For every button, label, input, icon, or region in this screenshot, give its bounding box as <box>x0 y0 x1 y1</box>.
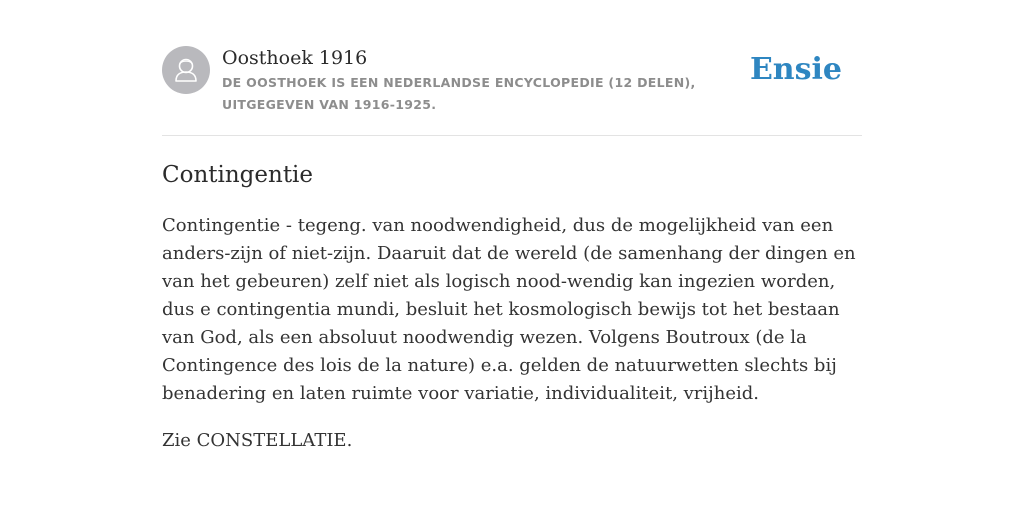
article-body: Contingentie - tegeng. van noodwendigheid, dus de mogelijkheid van een anders-zijn of niet-zijn. Daaruit dat de wereld (de samenhang der dingen en van het gebeuren) zelf niet als logisch nood-wendig kan ingezien worden, dus e contingentia mundi, besluit het kosmologisch bewijs tot het bestaan van God, als een absoluut noodwendig wezen. Volgens Boutroux (de la Contingence des lois de la nature) e.a. gelden de natuurwetten slechts bij benadering en laten ruimte voor variatie, individualiteit, vrijheid. <box>162 215 856 404</box>
article-title: Contingentie <box>162 162 314 188</box>
source-header <box>162 46 862 135</box>
brand-logo[interactable]: Ensie <box>749 52 842 87</box>
avatar <box>162 46 210 94</box>
header-divider <box>162 135 862 136</box>
source-description: DE OOSTHOEK IS EEN NEDERLANDSE ENCYCLOPEDIE (12 DELEN), UITGEGEVEN VAN 1916-1925. <box>222 75 696 112</box>
see-also-reference[interactable]: Zie CONSTELLATIE. <box>162 430 353 451</box>
source-title[interactable]: Oosthoek 1916 <box>222 47 368 69</box>
user-outline-icon <box>162 46 210 94</box>
